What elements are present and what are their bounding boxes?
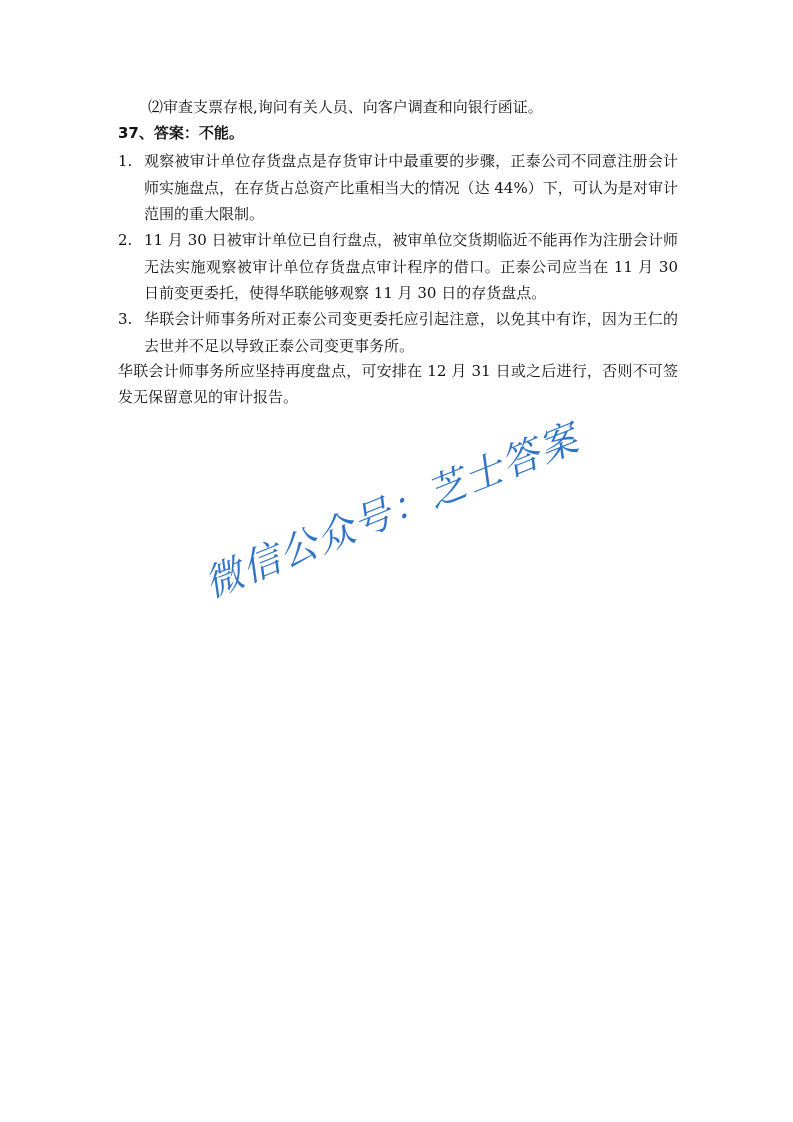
watermark: 微信公众号：芝士答案 — [198, 415, 586, 607]
answer-heading: 37、答案：不能。 — [118, 124, 244, 142]
item-text: 观察被审计单位存货盘点是存货审计中最重要的步骤，正泰公司不同意注册会计师实施盘点，在存货占总资产比重相当大的情况（达 44%）下，可认为是对审计范围的重大限制。 — [144, 152, 678, 223]
answer-item-1 — [118, 148, 678, 228]
previous-answer-item: ⑵审查支票存根,询问有关人员、向客户调查和向银行函证。 — [148, 98, 543, 116]
item-text: 11 月 30 日被审计单位已自行盘点，被审单位交货期临近不能再作为注册会计师无法实施观察被审计单位存货盘点审计程序的借口。正泰公司应当在 11 月 30 日前变更委托，使得华联能够观察 11 月 30 日的存货盘点。 — [144, 231, 678, 302]
closing-paragraph: 华联会计师事务所应坚持再度盘点，可安排在 12 月 31 日或之后进行，否则不可签发无保留意见的审计报告。 — [118, 362, 678, 406]
item-number: 2. — [118, 231, 133, 249]
item-text: 华联会计师事务所对正泰公司变更委托应引起注意，以免其中有诈，因为王仁的去世并不足以导致正泰公司变更事务所。 — [144, 310, 678, 355]
answer-item-2 — [118, 227, 678, 307]
answer-item-3 — [118, 306, 678, 359]
item-number: 1. — [118, 152, 133, 170]
item-number: 3. — [118, 310, 133, 328]
